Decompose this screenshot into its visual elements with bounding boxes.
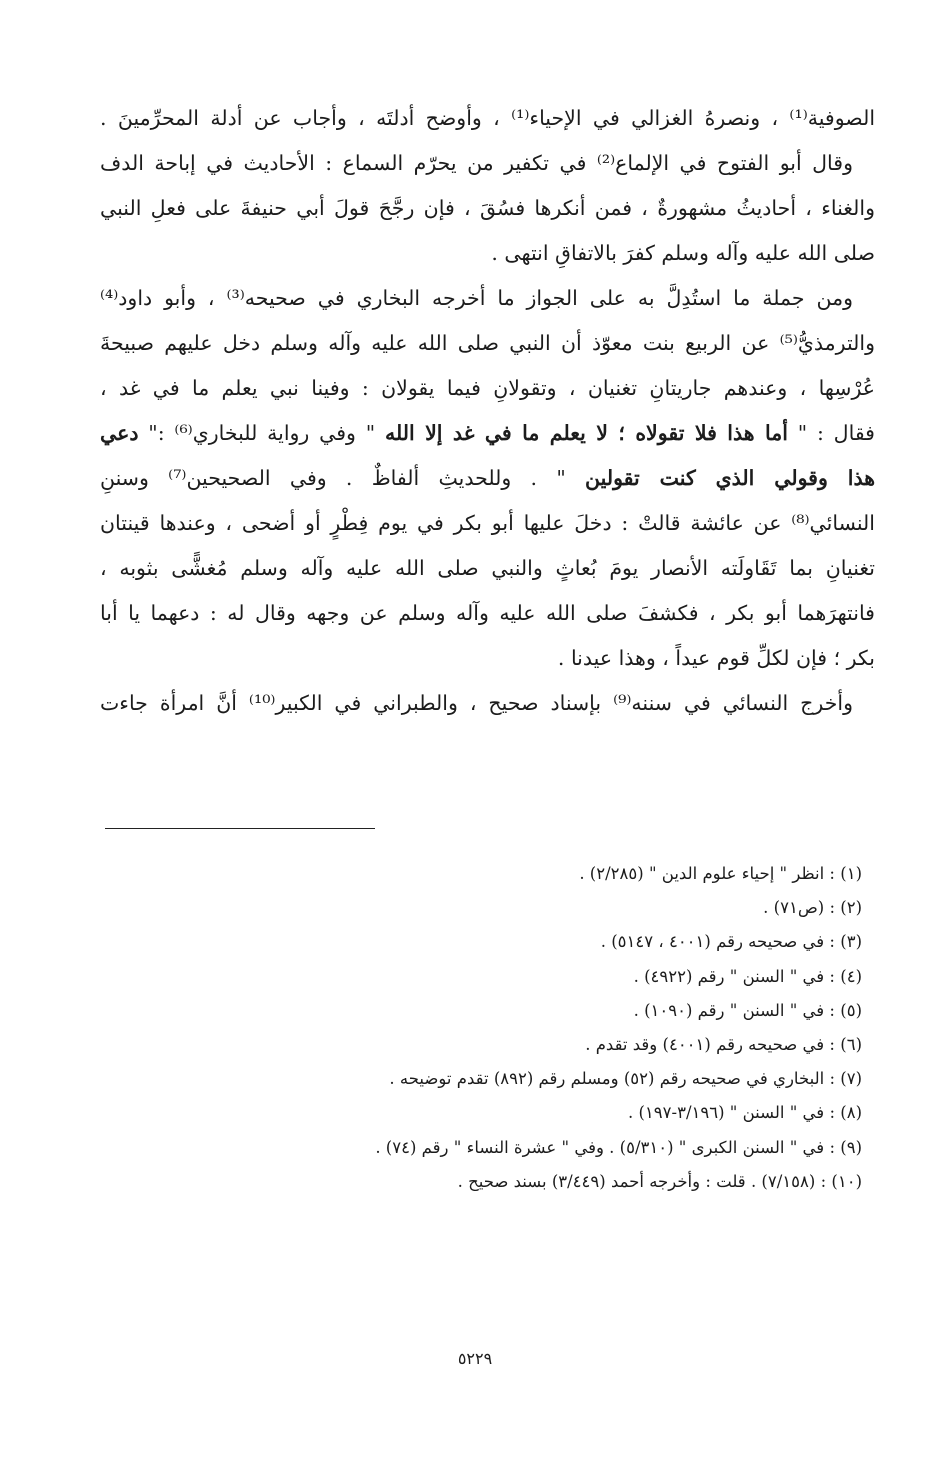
body-line: عُرْسِها ، وعندهم جاريتانِ تغنيان ، وتقولانِ فيما يقولان : وفينا نبي يعلم ما في غد ،: [100, 376, 875, 400]
body-text: [100, 96, 875, 726]
body-line: الصوفية⁽¹⁾ ، ونصرهُ الغزالي في الإحياء⁽¹⁾ ، وأوضح أدلتَه ، وأجاب عن أدلة المحرِّمينَ .: [100, 106, 875, 130]
bold-quote-end: هذا وقولي الذي كنت تقولين: [585, 466, 875, 490]
body-line: وقال أبو الفتوح في الإلماع⁽²⁾ في تكفير من يحرّم السماع : الأحاديث في إباحة الدف: [100, 151, 853, 175]
footnote: (٥) : في " السنن " رقم (١٠٩٠) .: [633, 1000, 862, 1020]
text-segment: " وفي رواية للبخاري⁽⁶⁾ :": [138, 421, 385, 445]
body-line: ومن جملة ما استُدِلَّ به على الجواز ما أخرجه البخاري في صحيحه⁽³⁾ ، وأبو داود⁽⁴⁾: [100, 286, 853, 310]
footnote: (٨) : في " السنن " (٣/١٩٦-١٩٧) .: [627, 1103, 862, 1123]
body-line: والترمذيُّ⁽⁵⁾ عن الربيع بنت معوّذ أن النبي صلى الله عليه وآله وسلم دخل عليهم صبيحةَ: [100, 331, 875, 355]
page-number: ٥٢٢٩: [457, 1349, 493, 1368]
footnote: (٧) : البخاري في صحيحه رقم (٥٢) ومسلم رقم (٨٩٢) تقدم توضيحه .: [389, 1069, 862, 1089]
footnote: (١٠) : (٧/١٥٨) . قلت : وأخرجه أحمد (٣/٤٤٩) بسند صحيح .: [457, 1171, 862, 1191]
footnote: (١) : انظر " إحياء علوم الدين " (٢/٢٨٥) .: [579, 864, 862, 883]
footnote: (٢) : (ص٧١) .: [763, 898, 862, 918]
text-segment: فقال : ": [787, 421, 875, 445]
body-line-with-bold: [100, 456, 875, 501]
footnote: (٦) : في صحيحه رقم (٤٠٠١) وقد تقدم .: [585, 1034, 862, 1054]
body-line: تغنيانِ بما تَقَاولَته الأنصار يومَ بُعاثٍ والنبي صلى الله عليه وآله وسلم مُغشًّى بثوبه ،: [100, 556, 875, 580]
body-line: بكر ؛ فإن لكلِّ قوم عيداً ، وهذا عيدنا .: [557, 646, 875, 670]
footnote: (٩) : في " السنن الكبرى " (٥/٣١٠) . وفي " عشرة النساء " رقم (٧٤) .: [375, 1137, 862, 1157]
footnote: (٣) : في صحيحه رقم (٤٠٠١ ، ٥١٤٧) .: [600, 932, 862, 952]
body-line: وأخرج النسائي في سننه⁽⁹⁾ بإسناد صحيح ، والطبراني في الكبير⁽¹⁰⁾ أنَّ امرأة جاءت: [100, 691, 853, 715]
body-line: النسائي⁽⁸⁾ عن عائشة قالتْ : دخلَ عليها أبو بكر في يوم فِطْرٍ أو أضحى ، وعندها قينتان: [100, 511, 875, 535]
footnotes: [262, 857, 862, 1199]
bold-quote-start: دعي: [100, 421, 139, 445]
body-line-with-bold: [100, 411, 875, 456]
body-line: صلى الله عليه وآله وسلم كفرَ بالاتفاقِ انتهى .: [491, 241, 875, 265]
bold-quote: أما هذا فلا تقولاه ؛ لا يعلم ما في غد إلا الله: [384, 421, 788, 445]
text-segment: " . وللحديثِ ألفاظٌ . وفي الصحيحين⁽⁷⁾ وسننِ: [100, 466, 586, 490]
body-line: والغناء ، أحاديثُ مشهورةٌ ، فمن أنكرها فسُقَ ، فإن رجَّحَ قولَ أبي حنيفةَ على فعلِ النبي: [100, 196, 875, 220]
footnote-separator: [105, 828, 375, 829]
body-line: فانتهرَهما أبو بكر ، فكشفَ صلى الله عليه وآله وسلم عن وجهه وقال له : دعهما يا أبا: [100, 601, 875, 625]
footnote: (٤) : في " السنن " رقم (٤٩٢٢) .: [633, 966, 862, 986]
